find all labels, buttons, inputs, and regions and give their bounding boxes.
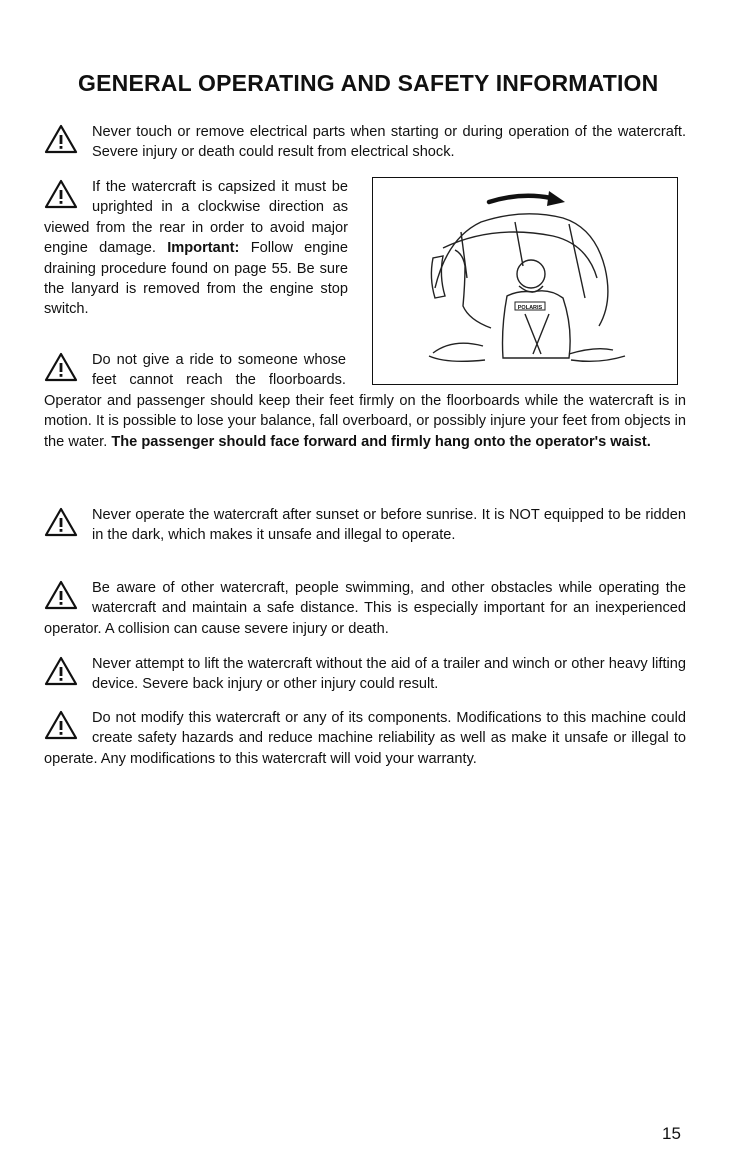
warning-triangle-icon	[44, 710, 78, 740]
warning-triangle-icon	[44, 352, 78, 382]
warning-night-text: Never operate the watercraft after sunset or before sunrise. It is NOT equipped to be ridden in the dark, which makes it unsafe and illegal to operate.	[92, 507, 686, 544]
warning-awareness-text: Be aware of other watercraft, people swimming, and other obstacles while operating the watercraft and maintain a safe distance. This is especially important for an inexperienced operator. A collision can cause severe injury or death.	[44, 580, 686, 637]
warning-triangle-icon	[44, 179, 78, 209]
warning-triangle-icon	[44, 656, 78, 686]
warning-lifting	[44, 654, 686, 695]
vest-brand-label: POLARIS	[517, 305, 543, 311]
warning-night	[44, 505, 686, 546]
warning-passenger-text: Do not give a ride to someone whose feet cannot reach the floorboards. Operator and passenger should keep their feet firmly on the floorboards while the watercraft is in motion. It is possible to lose your balance, fall overboard, or possibly injure your feet from objects in the water.	[44, 352, 686, 450]
warning-awareness	[44, 578, 686, 639]
warning-electrical	[44, 122, 686, 163]
warning-modify-text: Do not modify this watercraft or any of its components. Modifications to this machine could create safety hazards and reduce machine reliability as well as make it unsafe or illegal to operate. Any modifications to this watercraft will void your warranty.	[44, 710, 686, 767]
warning-triangle-icon	[44, 580, 78, 610]
important-label: Important:	[167, 240, 240, 257]
page-number: 15	[662, 1124, 681, 1143]
important-text: Follow engine draining procedure found on page 55. Be sure the lanyard is removed from the engine stop switch.	[44, 240, 348, 318]
warning-triangle-icon	[44, 124, 78, 154]
warning-passenger	[44, 350, 686, 452]
warning-triangle-icon	[44, 507, 78, 537]
arrow-icon	[489, 191, 565, 206]
warning-capsized-text: If the watercraft is capsized it must be uprighted in a clockwise direction as viewed from the rear in order to avoid major engine damage.	[44, 179, 348, 257]
warning-capsized	[44, 177, 348, 320]
page-title: GENERAL OPERATING AND SAFETY INFORMATION	[78, 70, 659, 96]
warning-passenger-bold: The passenger should face forward and firmly hang onto the operator's waist.	[111, 433, 651, 450]
warning-lifting-text: Never attempt to lift the watercraft without the aid of a trailer and winch or other heavy lifting device. Severe back injury or other injury could result.	[92, 656, 686, 693]
warning-electrical-text: Never touch or remove electrical parts when starting or during operation of the watercraft. Severe injury or death could result from electrical shock.	[92, 124, 686, 161]
warning-modify	[44, 708, 686, 769]
